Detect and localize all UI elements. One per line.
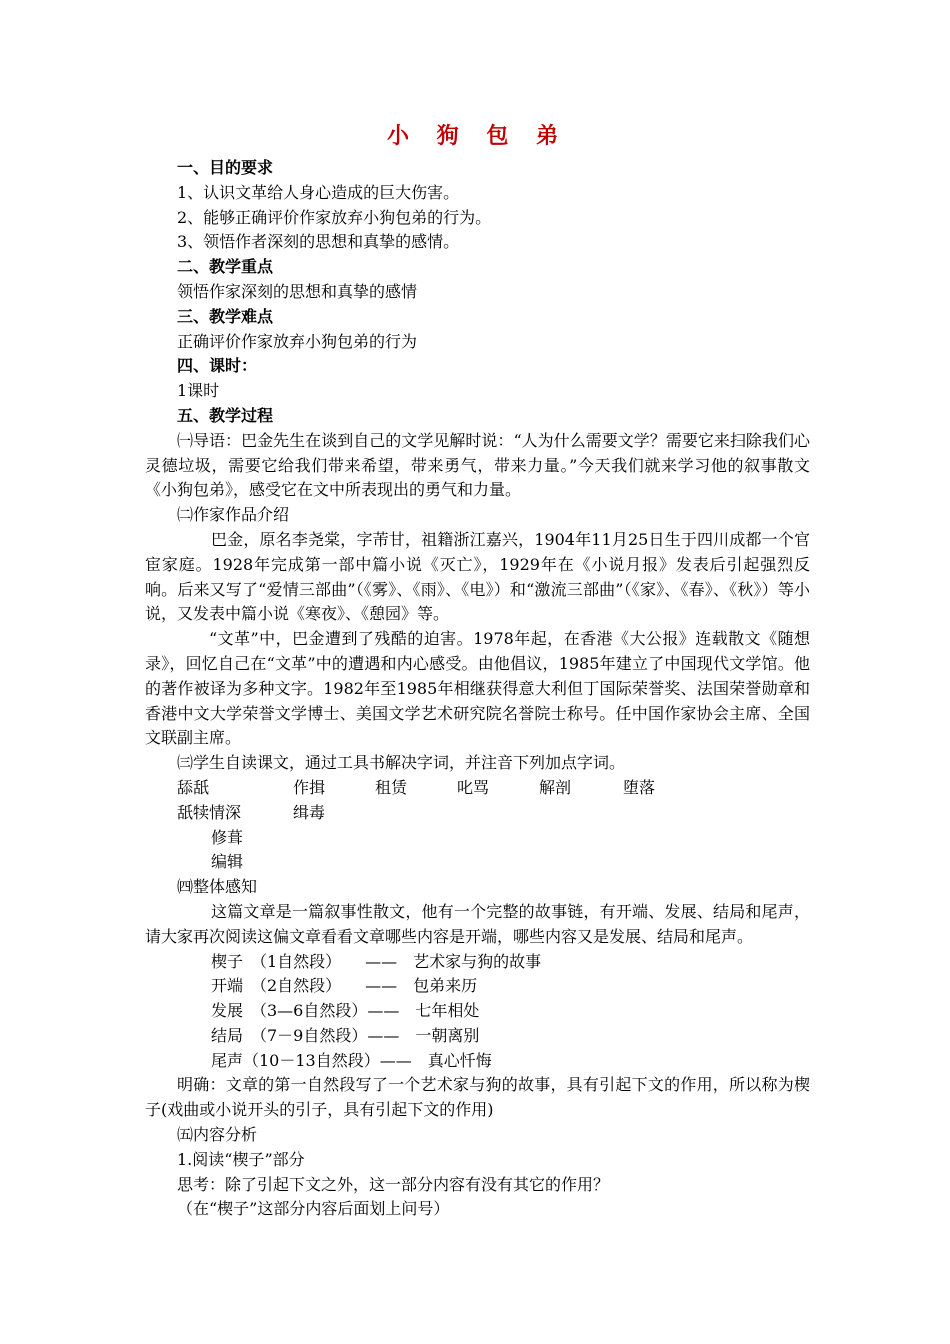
section-heading-class-hours: 四、课时： [177, 356, 258, 376]
section-heading-difficulties: 三、教学难点 [177, 306, 274, 326]
author-later-paragraph: “文革”中，巴金遭到了残酷的迫害。1978年起，在香港《大公报》连载散文《随想录》，回忆自己在“文革”中的遭遇和内心感受。由他倡议，1985年建立了中国现代文学馆。他的著作被译为多种文字。1982年至1985年相继获得意大利但丁国际荣誉奖、法国荣誉勋章和香港中文大学荣誉文学博士、美国文学艺术研究院名誉院士称号。任中国作家协会主席、全国文联副主席。 [145, 629, 810, 748]
document-title: 小 狗 包 弟 [387, 123, 568, 149]
question-note: （在“楔子”这部分内容后面划上问号） [177, 1199, 450, 1219]
vocabulary-word: 舔舐 [177, 777, 210, 797]
vocabulary-word: 叱骂 [457, 777, 490, 797]
overall-perception-paragraph: 这篇文章是一篇叙事性散文，他有一个完整的故事链，有开端、发展、结局和尾声，请大家再次阅读这偏文章看看文章哪些内容是开端，哪些内容又是发展、结局和尾声。 [145, 901, 810, 946]
vocabulary-word: 解剖 [539, 777, 572, 797]
difficulties-text: 正确评价作家放弃小狗包弟的行为 [177, 331, 418, 351]
class-hours-text: 1课时 [177, 381, 220, 401]
vocabulary-word: 编辑 [211, 852, 244, 872]
document-body [145, 118, 810, 1222]
intro-paragraph: ㈠导语：巴金先生在谈到自己的文学见解时说：“人为什么需要文学？需要它来扫除我们心灵德垃圾，需要它给我们带来希望，带来勇气，带来力量。”今天我们就来学习他的叙事散文《小狗包弟》，感受它在文中所表现出的勇气和力量。 [145, 430, 810, 500]
structure-item: 楔子 （1自然段） —— 艺术家与狗的故事 [211, 951, 542, 971]
structure-item: 结局 （7－9自然段）—— 一朝离别 [211, 1025, 480, 1045]
author-intro-paragraph: 巴金，原名李尧棠，字芾甘，祖籍浙江嘉兴，1904年11月25日生于四川成都一个官宦家庭。1928年完成第一部中篇小说《灭亡》，1929年在《小说月报》发表后引起强烈反响。后来又写了“爱情三部曲”（《雾》、《雨》、《电》）和“激流三部曲”（《家》、《春》、《秋》）等小说，又发表中篇小说《寒夜》、《憩园》等。 [145, 529, 810, 624]
vocabulary-word: 修葺 [211, 827, 244, 847]
structure-item: 开端 （2自然段） —— 包弟来历 [211, 976, 478, 996]
vocabulary-row [145, 776, 810, 801]
section-heading-process: 五、教学过程 [177, 405, 274, 425]
section-heading-key-points: 二、教学重点 [177, 257, 274, 277]
section-heading-objectives: 一、目的要求 [177, 158, 274, 177]
vocabulary-word: 舐犊情深 [177, 802, 242, 822]
objective-item: 2、能够正确评价作家放弃小狗包弟的行为。 [177, 207, 492, 227]
objective-item: 1、认识文革给人身心造成的巨大伤害。 [177, 182, 460, 202]
vocabulary-word: 作揖 [293, 777, 326, 797]
vocabulary-row [145, 801, 810, 826]
self-reading-label: ㈢学生自读课文，通过工具书解决字词，并注音下列加点字词。 [177, 753, 626, 773]
thinking-question: 思考：除了引起下文之外，这一部分内容有没有其它的作用？ [177, 1174, 610, 1194]
vocabulary-word: 租赁 [375, 777, 408, 797]
structure-item: 尾声（10－13自然段）—— 真心忏悔 [211, 1050, 492, 1070]
reading-task: 1.阅读“楔子”部分 [177, 1149, 305, 1169]
objective-item: 3、领悟作者深刻的思想和真挚的感情。 [177, 232, 460, 252]
author-intro-label: ㈡作家作品介绍 [177, 505, 290, 525]
structure-item: 发展 （3—6自然段）—— 七年相处 [211, 1001, 480, 1021]
overall-perception-label: ㈣整体感知 [177, 877, 258, 897]
clarification-paragraph: 明确：文章的第一自然段写了一个艺术家与狗的故事，具有引起下文的作用，所以称为楔子(戏曲或小说开头的引子，具有引起下文的作用) [145, 1075, 810, 1120]
key-points-text: 领悟作家深刻的思想和真挚的感情 [177, 281, 418, 301]
vocabulary-word: 堕落 [623, 777, 656, 797]
content-analysis-label: ㈤内容分析 [177, 1125, 258, 1145]
vocabulary-word: 缉毒 [293, 802, 326, 822]
